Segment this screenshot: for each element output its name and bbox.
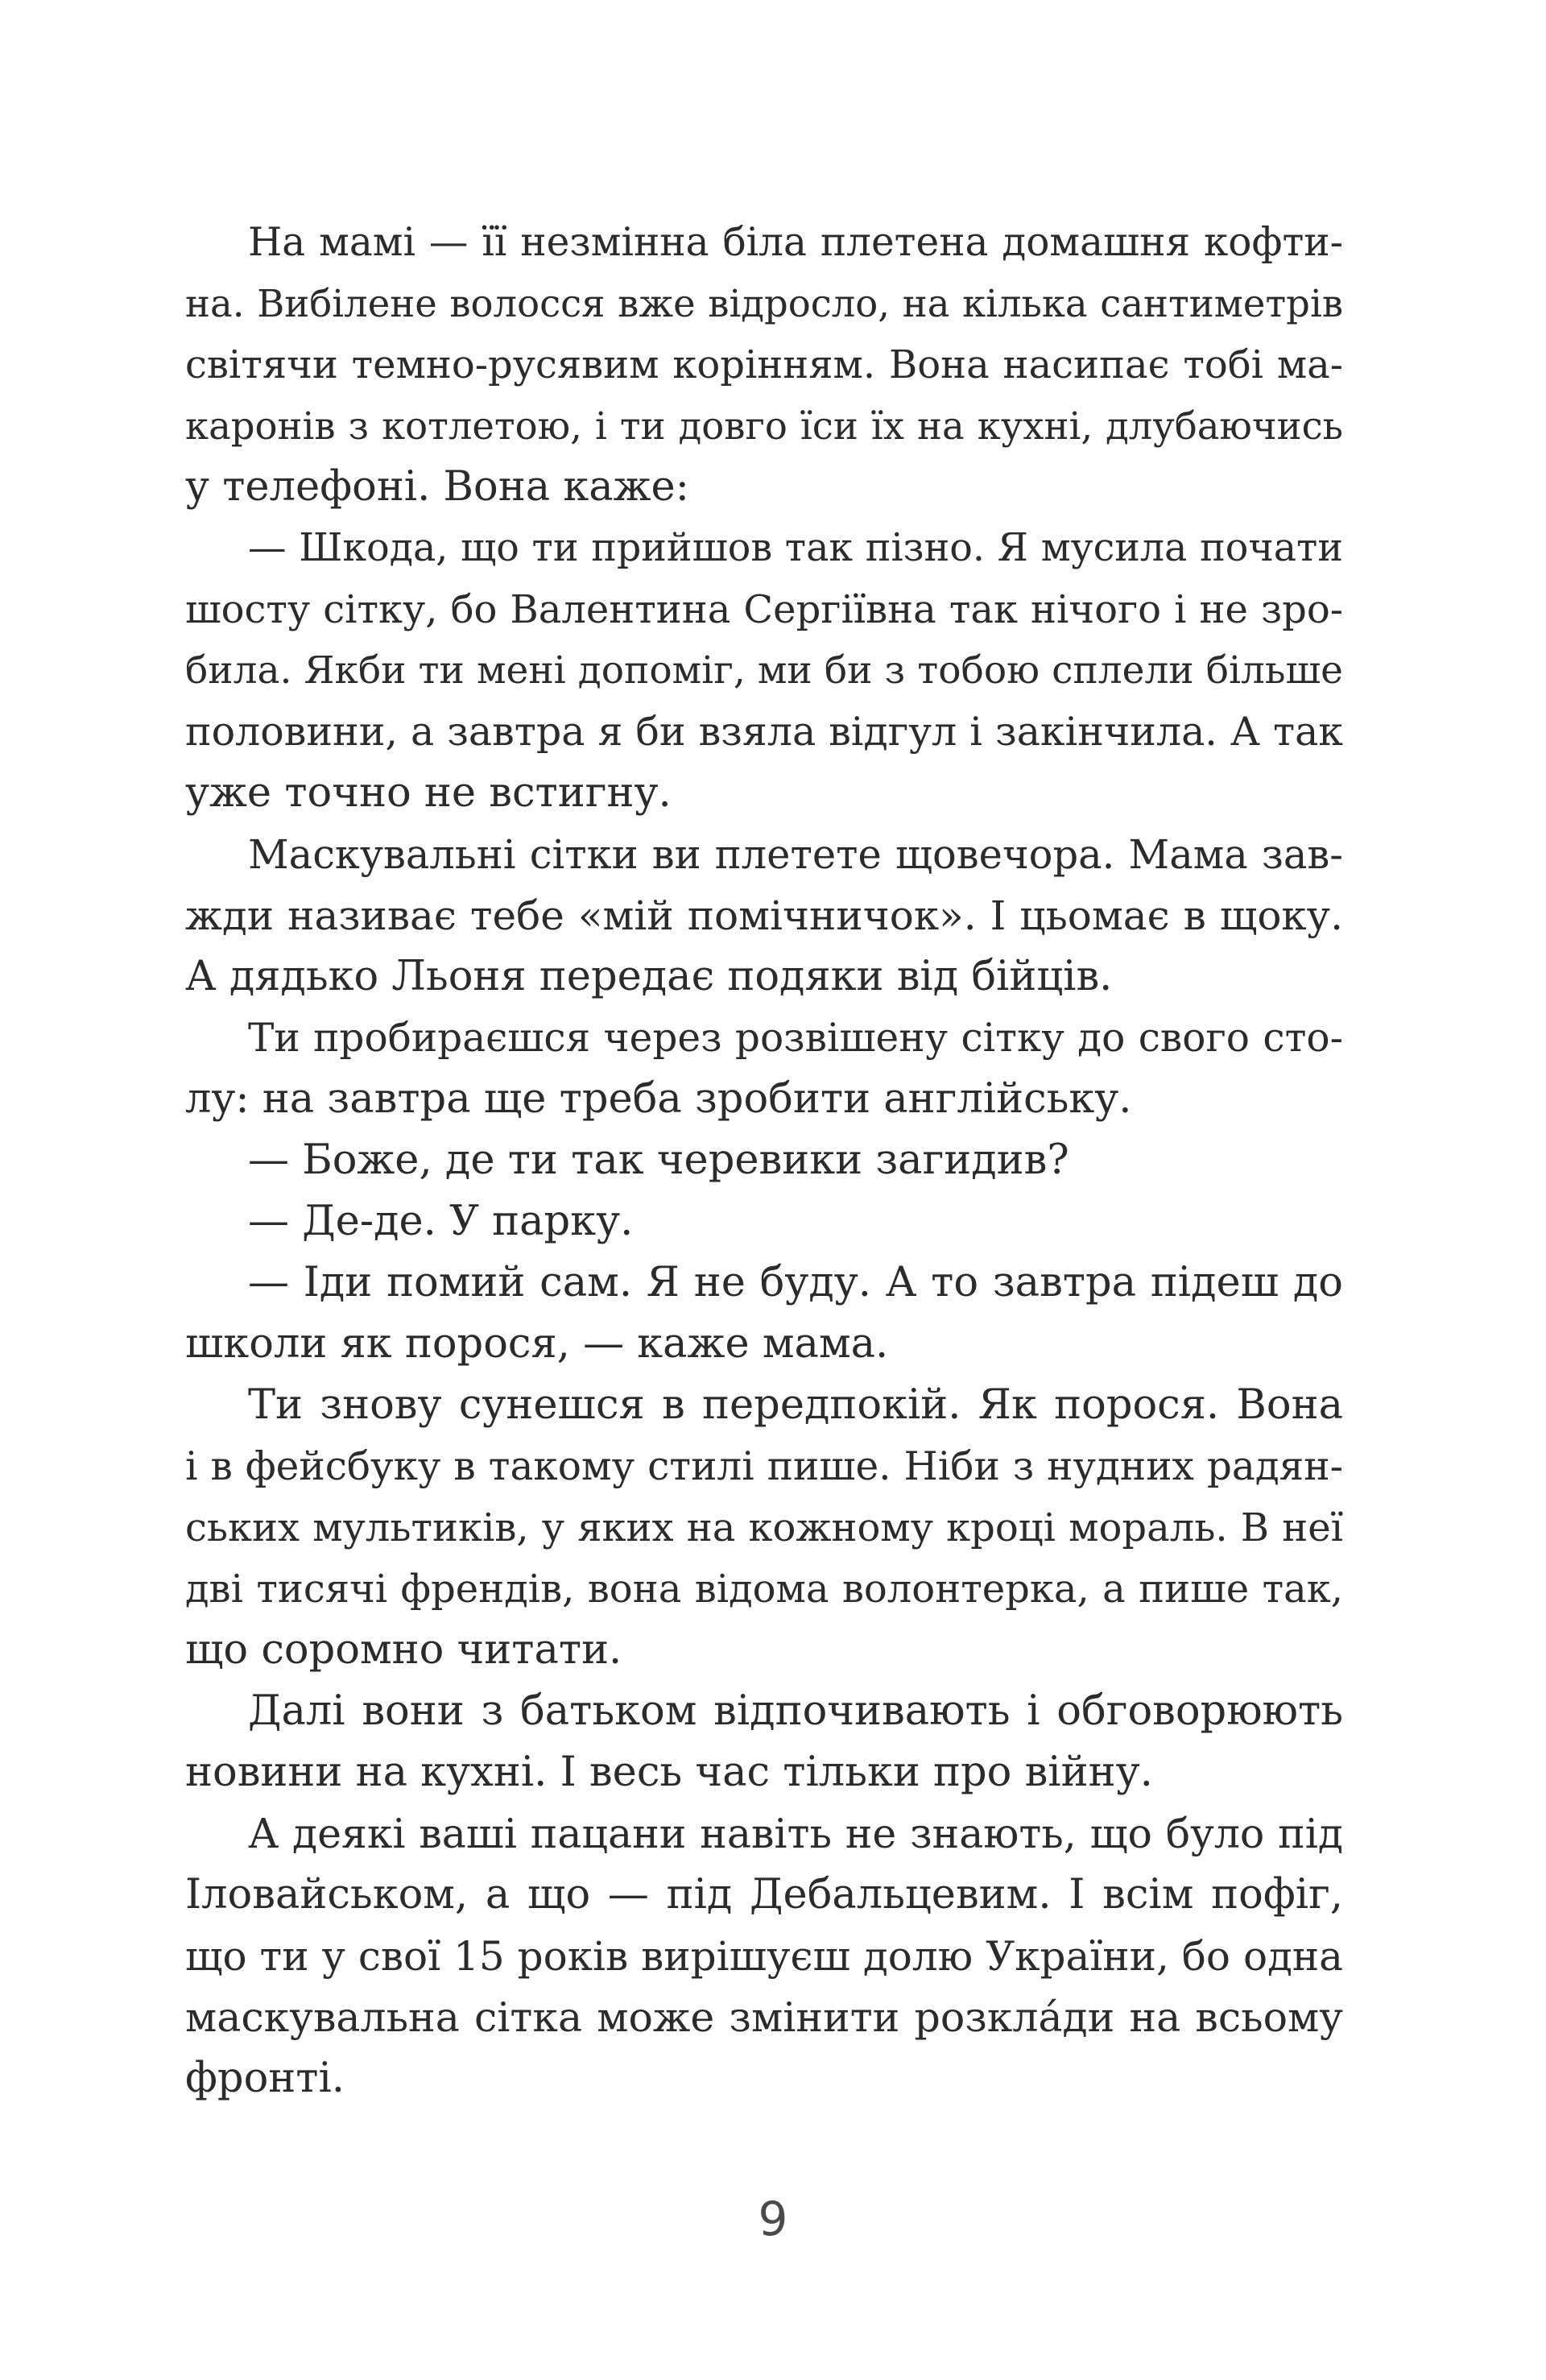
text-line: світячи темно-русявим корінням. Вона насипає тобі ма- (185, 342, 1343, 387)
text-line: Далі вони з батьком відпочивають і обговорюють (248, 1687, 1343, 1735)
text-line: — Боже, де ти так черевики загидив? (248, 1136, 1069, 1184)
text-line: і в фейсбуку в такому стилі пише. Ніби з нудних радян- (185, 1444, 1343, 1489)
text-line: Маскувальні сітки ви плетете щовечора. Мама зав- (248, 831, 1343, 878)
text-line: каронів з котлетою, і ти довго їси їх на кухні, длубаючись (185, 404, 1343, 448)
text-line: на. Вибілене волосся вже відросло, на кілька сантиметрів (185, 282, 1343, 325)
text-line: На мамі — її незмінна біла плетена домашня кофти- (248, 220, 1343, 265)
text-line: фронті. (185, 2055, 345, 2102)
text-line: школи як порося, — каже мама. (185, 1320, 889, 1368)
text-line: уже точно не встигну. (185, 769, 672, 817)
page-number: 9 (758, 2192, 788, 2246)
text-line: А дядько Льоня передає подяки від бійців. (185, 953, 1113, 1000)
text-line: Ти пробираєшся через розвішену сітку до свого сто- (248, 1016, 1343, 1061)
text-line: жди називає тебе «мій помічничок». І цьомає в щоку. (185, 892, 1343, 939)
text-line: що соромно читати. (185, 1626, 622, 1674)
body-text (185, 212, 1343, 2109)
text-line: що ти у свої 15 років вирішуєш долю України, бо одна (185, 1933, 1343, 1980)
text-line: ських мультиків, у яких на кожному кроці мораль. В неї (185, 1505, 1343, 1550)
text-line: шосту сітку, бо Валентина Сергіївна так нічого і не зро- (185, 587, 1343, 632)
text-line: — Де-де. У парку. (248, 1198, 634, 1245)
text-line: маскувальна сітка може змінити розкла́ди на всьому (185, 1993, 1343, 2041)
text-line: дві тисячі френдів, вона відома волонтерка, а пише так, (185, 1567, 1343, 1612)
text-line: — Шкода, що ти прийшов так пізно. Я мусила почати (248, 526, 1343, 570)
text-line: била. Якби ти мені допоміг, ми би з тобою сплели більше (185, 648, 1343, 693)
text-line: Ти знову сунешся в передпокій. Як порося. Вона (248, 1381, 1343, 1429)
text-line: лу: на завтра ще треба зробити англійську. (185, 1075, 1132, 1123)
text-line: новини на кухні. І весь час тільки про війну. (185, 1749, 1153, 1796)
text-line: Іловайськом, а що — під Дебальцевим. І всім пофіг, (185, 1871, 1343, 1918)
text-line: у телефоні. Вона каже: (185, 463, 689, 511)
text-line: половини, а завтра я би взяла відгул і закінчила. А так (185, 709, 1343, 755)
text-line: — Іди помий сам. Я не буду. А то завтра підеш до (248, 1259, 1343, 1306)
text-line: А деякі ваші пацани навіть не знають, що було під (248, 1810, 1343, 1857)
